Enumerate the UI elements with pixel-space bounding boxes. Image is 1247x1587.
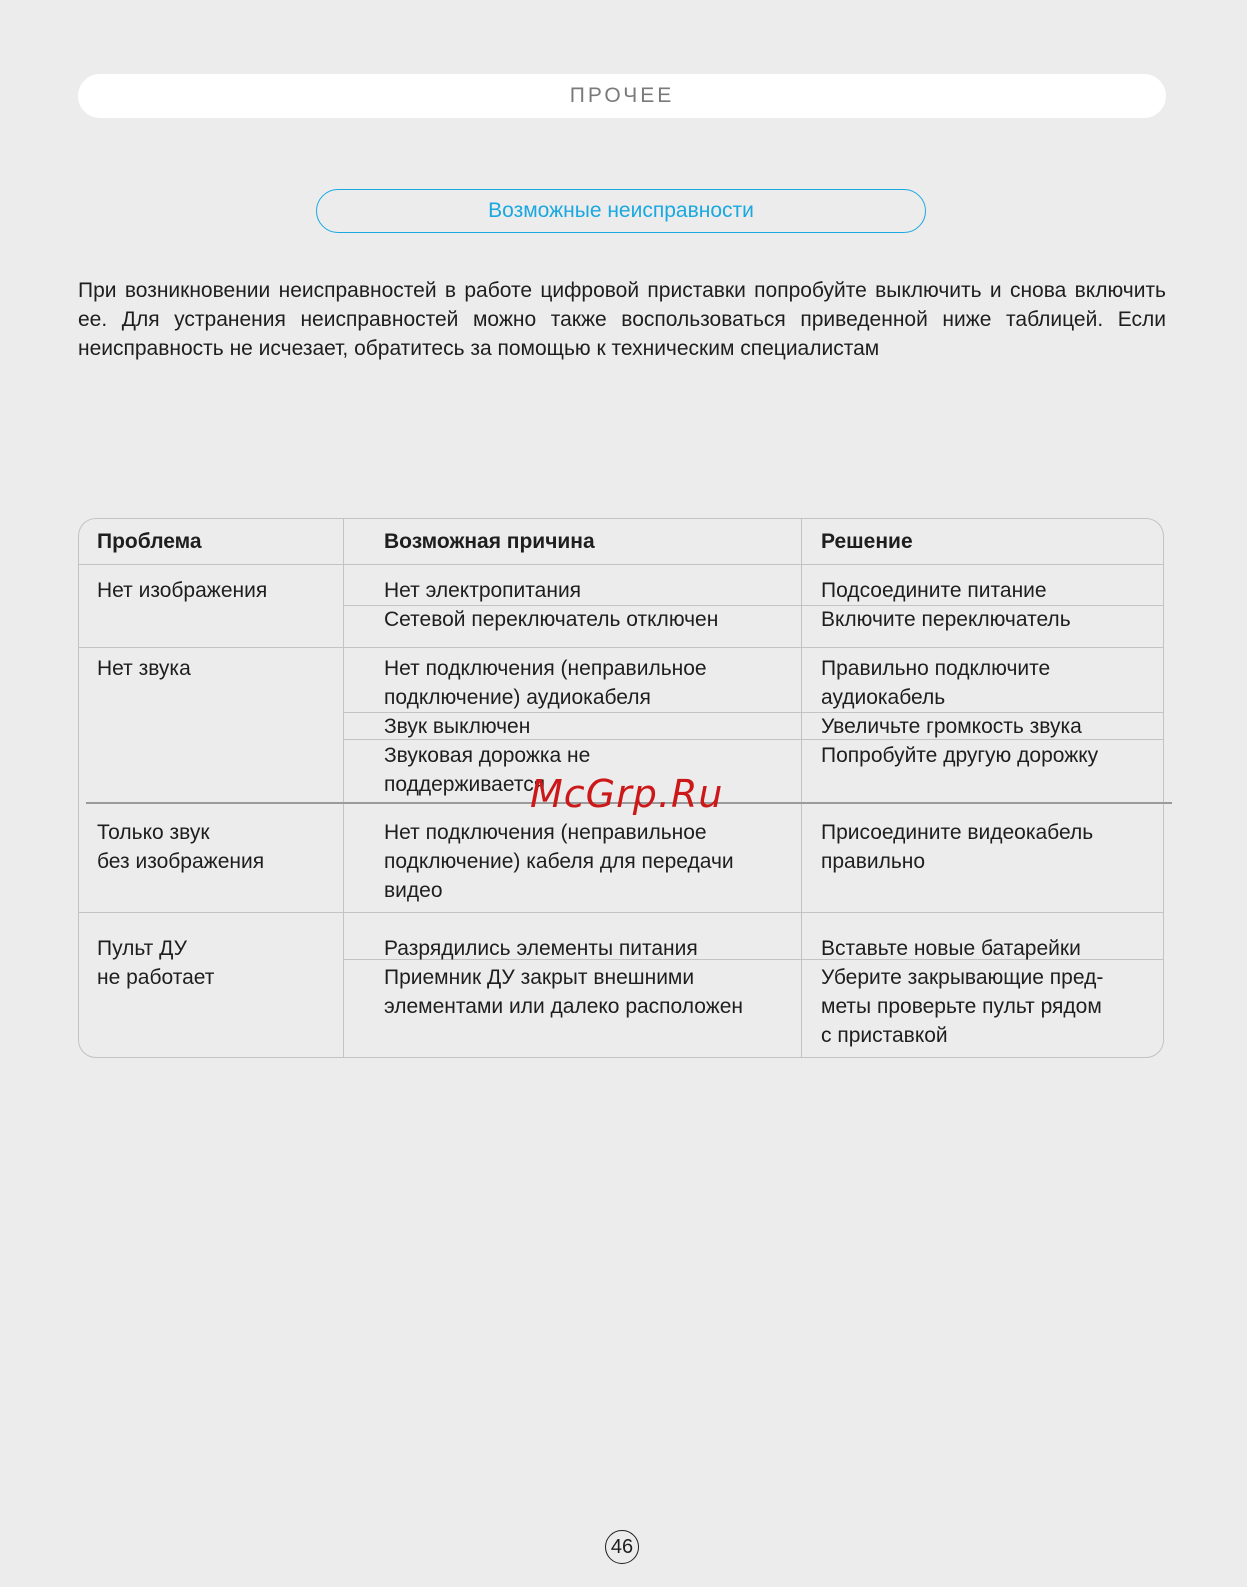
cause-cell: Нет подключения (неправильное [384, 657, 707, 680]
cause-cell: элементами или далеко расположен [384, 995, 744, 1018]
intro-paragraph: При возникновении неисправностей в работе цифровой приставки попробуйте выключить и снова включить ее. Для устранения неисправностей можно также воспользоваться приведенной ниже таблицей. Если неисправность не исчезает, обратитесь за помощью к техническим специалистам [78, 279, 1166, 360]
solution-cell: правильно [821, 850, 926, 873]
row-divider [79, 912, 1163, 913]
problem-cell: Только звук [97, 821, 210, 844]
page-header [78, 74, 1166, 118]
solution-cell: Присоедините видеокабель [821, 821, 1094, 844]
cause-cell: Звук выключен [384, 715, 531, 738]
problem-cell: не работает [97, 966, 215, 989]
cause-cell: поддерживается [384, 773, 546, 796]
row-divider [79, 564, 1163, 565]
problem-cell: Нет изображения [97, 579, 268, 602]
cause-cell: Нет электропитания [384, 579, 582, 602]
cause-cell: видео [384, 879, 443, 902]
header-problem: Проблема [97, 530, 202, 553]
solution-cell: Уберите закрывающие пред- [821, 966, 1104, 989]
watermark: McGrp.Ru [530, 772, 724, 816]
solution-cell: Правильно подключите [821, 657, 1051, 680]
problem-cell: Нет звука [97, 657, 191, 680]
problem-cell: без изображения [97, 850, 265, 873]
row-divider [79, 647, 1163, 648]
cause-cell: Сетевой переключатель отключен [384, 608, 719, 631]
page-number [605, 1530, 639, 1564]
problem-cell: Пульт ДУ [97, 937, 187, 960]
solution-cell: Вставьте новые батарейки [821, 937, 1081, 960]
solution-cell: меты проверьте пульт рядом [821, 995, 1102, 1018]
page-header-title: ПРОЧЕЕ [569, 84, 675, 107]
cause-cell: Нет подключения (неправильное [384, 821, 707, 844]
solution-cell: Подсоедините питание [821, 579, 1047, 602]
column-divider [343, 519, 344, 1057]
cause-cell: Приемник ДУ закрыт внешними [384, 966, 695, 989]
section-title [316, 189, 926, 233]
solution-cell: аудиокабель [821, 686, 946, 709]
cause-cell: Звуковая дорожка не [384, 744, 591, 767]
cause-cell: подключение) аудиокабеля [384, 686, 651, 709]
solution-cell: Включите переключатель [821, 608, 1071, 631]
section-title-text: Возможные неисправности [488, 199, 754, 222]
cause-cell: Разрядились элементы питания [384, 937, 698, 960]
header-cause: Возможная причина [384, 530, 595, 553]
column-divider [801, 519, 802, 1057]
solution-cell: Попробуйте другую дорожку [821, 744, 1099, 767]
solution-cell: с приставкой [821, 1024, 948, 1047]
page-number-text: 46 [610, 1535, 634, 1558]
cause-cell: подключение) кабеля для передачи [384, 850, 734, 873]
solution-cell: Увеличьте громкость звука [821, 715, 1082, 738]
header-solution: Решение [821, 530, 913, 553]
